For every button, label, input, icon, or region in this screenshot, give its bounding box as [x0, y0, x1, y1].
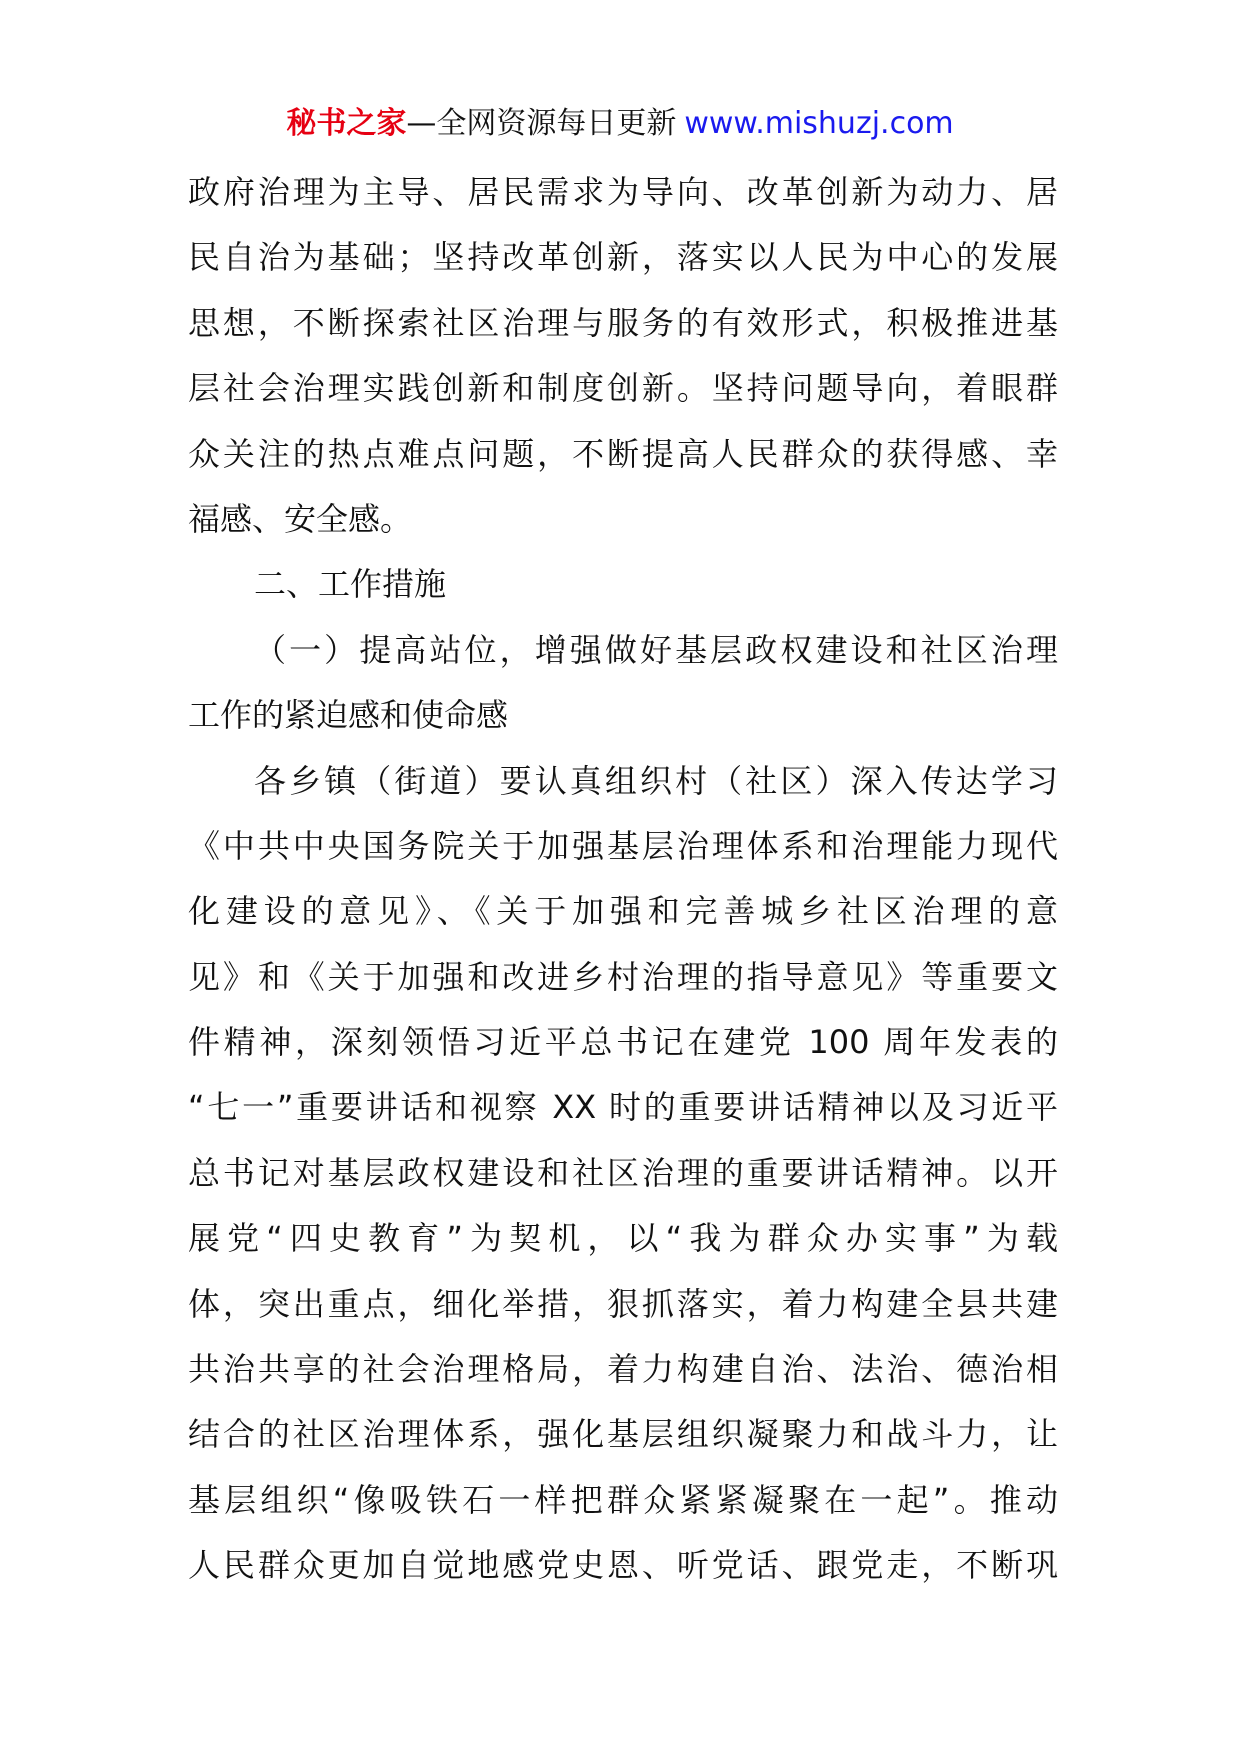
body-line: 展党“四史教育”为契机，以“我为群众办实事”为载: [188, 1219, 1058, 1258]
body-line: 层社会治理实践创新和制度创新。坚持问题导向，着眼群: [188, 369, 1058, 408]
body-line: 件精神，深刻领悟习近平总书记在建党 100 周年发表的: [188, 1023, 1058, 1062]
body-line: 基层组织“像吸铁石一样把群众紧紧凝聚在一起”。推动: [188, 1480, 1058, 1519]
body-line: 共治共享的社会治理格局，着力构建自治、法治、德治相: [188, 1350, 1058, 1389]
body-line: 化建设的意见》、《关于加强和完善城乡社区治理的意: [188, 892, 1058, 931]
body-line: 体，突出重点，细化举措，狠抓落实，着力构建全县共建: [188, 1284, 1058, 1323]
body-line: 总书记对基层政权建设和社区治理的重要讲话精神。以开: [188, 1153, 1058, 1192]
body-line: 众关注的热点难点问题，不断提高人民群众的获得感、幸: [188, 434, 1058, 473]
site-header: [0, 100, 1240, 148]
body-line: “七一”重要讲话和视察 XX 时的重要讲话精神以及习近平: [188, 1088, 1058, 1127]
body-line: 福感、安全感。: [188, 499, 413, 538]
body-line: 思想，不断探索社区治理与服务的有效形式，积极推进基: [188, 303, 1058, 342]
body-line: 人民群众更加自觉地感党史恩、听党话、跟党走，不断巩: [188, 1546, 1058, 1585]
site-brand: 秘书之家: [286, 106, 407, 141]
section-heading: 二、工作措施: [254, 565, 447, 604]
subsection-heading-continued: 工作的紧迫感和使命感: [188, 696, 509, 735]
site-url-link[interactable]: www.mishuzj.com: [684, 106, 954, 141]
body-line: 政府治理为主导、居民需求为导向、改革创新为动力、居: [188, 173, 1058, 211]
document-body: [188, 160, 1058, 1599]
subsection-heading: （一）提高站位，增强做好基层政权建设和社区治理: [254, 630, 1058, 669]
site-tagline: —全网资源每日更新: [406, 106, 677, 141]
body-line: 民自治为基础；坚持改革创新，落实以人民为中心的发展: [188, 238, 1058, 277]
body-line: 各乡镇（街道）要认真组织村（社区）深入传达学习: [254, 761, 1058, 800]
body-line: 见》和《关于加强和改进乡村治理的指导意见》等重要文: [188, 957, 1058, 996]
body-line: 结合的社区治理体系，强化基层组织凝聚力和战斗力，让: [188, 1415, 1058, 1454]
body-line: 《中共中央国务院关于加强基层治理体系和治理能力现代: [188, 826, 1058, 865]
